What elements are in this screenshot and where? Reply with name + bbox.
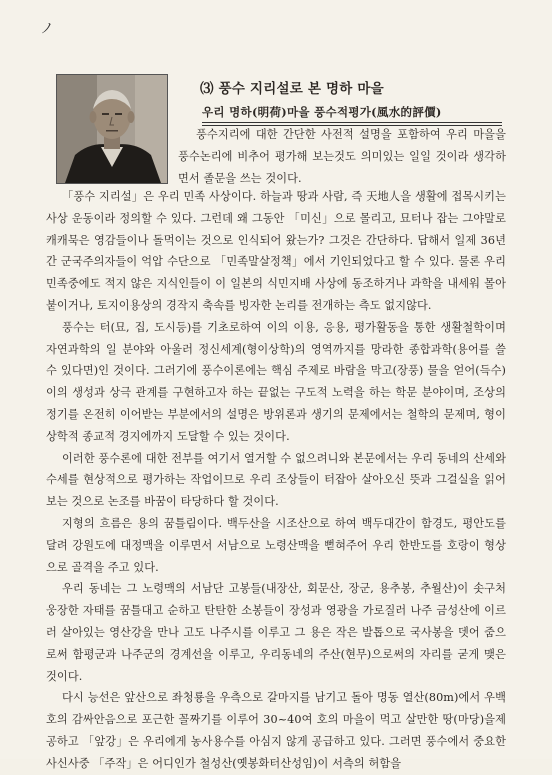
section-title: ⑶ 풍수 지리설로 본 명하 마을 [200, 81, 384, 97]
subtitle-block [202, 104, 502, 120]
subtitle: 우리 명하(明荷)마을 풍수적평가(風水的評價) [202, 105, 442, 119]
paragraph: 다시 능선은 앞산으로 좌청룡을 우측으로 갈마지를 남기고 돌아 명동 열산(80m)에서 우백호의 감싸안음으로 포근한 꼴짜기를 이루어 30~40여 호의 마을이 먹고 살만한 땅(마당)을제공하고 「앞강」은 우리에게 농사용수를 아심지 않게 공급하고 있다. 그러면 풍수에서 중요한 사신사중 「주작」은 어디인가 철성산(옛봉화터산성임)이 서측의 허함을 [46, 691, 506, 770]
intro-paragraph: 풍수지리에 대한 간단한 사전적 설명을 포함하여 우리 마을을 풍수논리에 비추어 평가해 보는것도 의미있는 일일 것이라 생각하면서 졸문을 쓰는 것이다. [178, 128, 506, 185]
paragraph: 지형의 흐름은 용의 꿈틀림이다. 백두산을 시조산으로 하여 백두대간이 함경도, 평안도를 달려 강원도에 대정맥을 이루면서 서남으로 노령산맥을 뻗혀주어 우리 한반도를 호랑이 형상으로 골격을 주고 있다. [46, 516, 506, 574]
body-text [46, 186, 506, 775]
subtitle-underline [202, 122, 502, 123]
paragraph: 우리 동네는 그 노령맥의 서남단 고봉들(내장산, 회문산, 장군, 용추봉, 추월산)이 솟구처 웅장한 자태를 꿈틀대고 순하고 탄탄한 소봉들이 장성과 영광을 가로질러 나주 금성산에 이르러 살아있는 영산강을 만나 고도 나주시를 이루고 그 용은 작은 발톱으로 국사봉을 뎃어 줌으로써 함평군과 나주군의 경계선을 이루고, 우리동네의 주산(현무)으로써의 자리를 굳게 맺은 것이다. [46, 582, 506, 683]
paragraph: 이러한 풍수론에 대한 전부를 여기서 열거할 수 없으려니와 본문에서는 우리 동네의 산세와 수세를 현상적으로 평가하는 작업이므로 우리 조상들이 터잡아 살아오신 뜻과 그걸실을 읽어보는 것으로 논조를 바꿈이 타당하다 할 것이다. [46, 451, 506, 509]
paragraph: 풍수는 터(묘, 집, 도시등)를 기초로하여 이의 이용, 응용, 평가활동을 통한 생활철학이며 자연과학의 일 분야와 아울러 정신세계(형이상학)의 영역까지를 망라한 종합과학(용어를 쓸 수 있다면)인 것이다. 그러기에 풍수이론에는 핵심 주제로 바람을 막고(장풍) 물을 얻어(득수) 이의 생성과 상극 관계를 구현하고자 하는 끝없는 구도적 노력을 하는 학문 분야이며, 조상의 정기를 온전히 이어받는 부분에서의 설명은 방위론과 생기의 문제에서는 철학의 문제며, 형이상학적 종교적 경지에까지 도달할 수 있는 것이다. [46, 320, 506, 443]
portrait-photo [56, 74, 168, 184]
paragraph: 「풍수 지리설」은 우리 민족 사상이다. 하늘과 땅과 사람, 즉 天地人을 생활에 접목시키는 사상 운동이라 정의할 수 있다. 그런데 왜 그동안 「미신」으로 몰리고, 묘터나 잡는 그야말로 캐캐묵은 영감들이나 돌먹이는 것으로 인식되어 왔는가? 그것은 간단하다. 답해서 일제 36년간 군국주의자들이 억압 수단으로 「민족말살정책」에서 기인되었다고 할 수 있다. 물론 우리 민족중에도 적지 않은 지식인들이 이 일본의 식민지배 사상에 동조하거나 과학을 내세워 몰아 붙이거나, 토지이용상의 경작지 축속를 빙자한 논리를 전개하는 측도 없지않다. [46, 190, 506, 312]
corner-mark: ノ [40, 21, 54, 37]
portrait-photo-icon [57, 75, 167, 183]
